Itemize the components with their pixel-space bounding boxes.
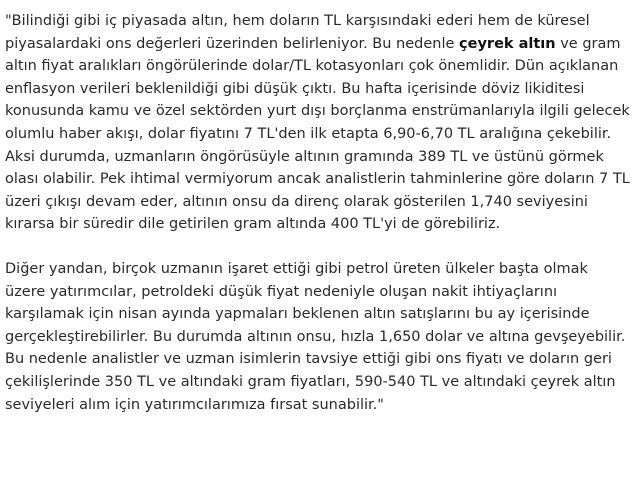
paragraph-2: Diğer yandan, birçok uzmanın işaret ettiği gibi petrol üreten ülkeler başta olmak üzere yatırımcılar, petroldeki düşük fiyat nedeniyle oluşan nakit ihtiyaçlarını karşılamak için nisan ayında yapmaları beklenen altın satışlarını bu ay içerisinde gerçekleştirebilirler. Bu durumda altının onsu, hızla 1,650 dolar ve altına gevşeyebilir. Bu nedenle analistler ve uzman isimlerin tavsiye ettiği gibi ons fiyatı ve doların geri çekilişlerinde 350 TL ve altındaki gram fiyatları, 590-540 TL ve altındaki çeyrek altın seviyeleri alım için yatırımcılarımıza fırsat sunabilir." [5,260,626,413]
paragraph-1-text-end: ve gram altın fiyat aralıkları öngörülerinde dolar/TL kotasyonları çok önemlidir. Dün açıklanan enflasyon verileri beklenildiği gibi düşük çıktı. Bu hafta içerisinde döviz likiditesi konusunda kamu ve özel sektörden yurt dışı borçlanma enstrümanlarıyla ilgili gelecek olumlu haber akışı, dolar fiyatını 7 TL'den ilk etapta 6,90-6,70 TL aralığına çekebilir. Aksi durumda, uzmanların öngörüsüyle altının gramında 389 TL ve üstünü görmek olası olabilir. Pek ihtimal vermiyorum ancak analistlerin tahminlerine göre doların 7 TL üzeri çıkışı devam eder, altının onsu da direnç olarak gösterilen 1,740 seviyesini kırarsa bir süredir dile getirilen gram altında 400 TL'yi de görebiliriz. [5,35,630,233]
paragraph-1 [5,10,631,236]
highlight-ceyrek-altin: çeyrek altın [459,35,556,52]
article-body [5,10,631,416]
paragraph-1-text-start: "Bilindiği gibi iç piyasada altın, hem doların TL karşısındaki ederi hem de küresel piyasalardaki ons değerleri üzerinden belirleniyor. Bu nedenle [5,13,590,52]
